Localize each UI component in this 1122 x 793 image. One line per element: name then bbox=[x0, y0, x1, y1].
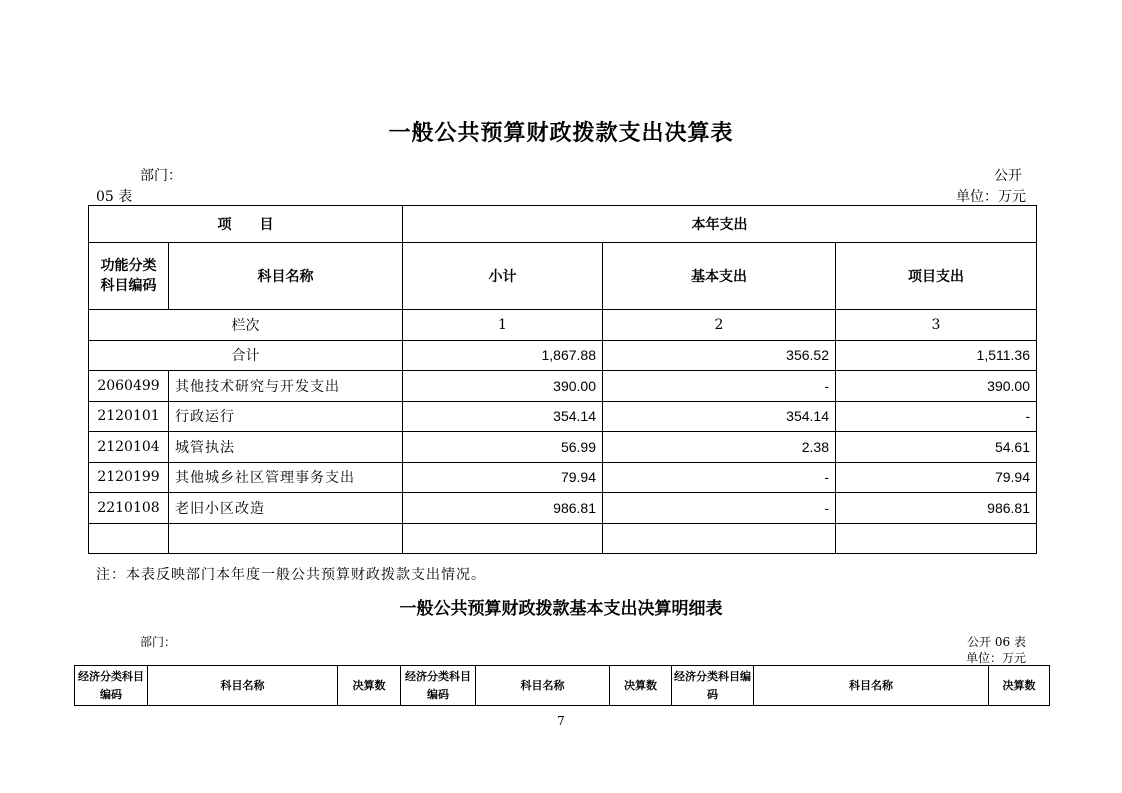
row-basic: 2.38 bbox=[603, 432, 836, 463]
column-2: 2 bbox=[603, 310, 836, 341]
header-subject-name-2: 科目名称 bbox=[476, 666, 610, 706]
row-code: 2120199 bbox=[89, 462, 169, 493]
row-project: - bbox=[836, 401, 1037, 432]
row-name: 行政运行 bbox=[169, 401, 403, 432]
section2-dept-label: 部门： bbox=[140, 635, 177, 649]
header-subtotal: 小计 bbox=[403, 243, 603, 310]
row-subtotal: 986.81 bbox=[403, 493, 603, 524]
public-label: 公开 bbox=[994, 168, 1022, 184]
row-code: 2210108 bbox=[89, 493, 169, 524]
table-row bbox=[89, 401, 1037, 432]
expenditure-table bbox=[88, 205, 1037, 554]
column-1: 1 bbox=[403, 310, 603, 341]
header-basic: 基本支出 bbox=[603, 243, 836, 310]
total-label: 合计 bbox=[89, 340, 403, 371]
row-code: 2120101 bbox=[89, 401, 169, 432]
total-project: 1,511.36 bbox=[836, 340, 1037, 371]
row-project: 54.61 bbox=[836, 432, 1037, 463]
header-amount-2: 决算数 bbox=[610, 666, 672, 706]
row-code: 2060499 bbox=[89, 371, 169, 402]
section2-unit-label: 单位：万元 bbox=[965, 651, 1026, 665]
row-subtotal: 79.94 bbox=[403, 462, 603, 493]
row-code: 2120104 bbox=[89, 432, 169, 463]
header-func-code: 功能分类科目编码 bbox=[89, 243, 169, 310]
section2-table-number: 公开 06 表 bbox=[967, 635, 1026, 649]
header-annual: 本年支出 bbox=[403, 206, 1037, 243]
header-econ-code-2: 经济分类科目编码 bbox=[401, 666, 476, 706]
table-number: 05 表 bbox=[96, 189, 133, 205]
row-basic: - bbox=[603, 462, 836, 493]
header-project: 项 目 bbox=[89, 206, 403, 243]
table-note: 注：本表反映部门本年度一般公共预算财政拨款支出情况。 bbox=[96, 567, 486, 583]
row-subtotal: 354.14 bbox=[403, 401, 603, 432]
row-project: 79.94 bbox=[836, 462, 1037, 493]
row-name: 其他技术研究与开发支出 bbox=[169, 371, 403, 402]
total-basic: 356.52 bbox=[603, 340, 836, 371]
header-amount-3: 决算数 bbox=[989, 666, 1050, 706]
row-subtotal: 390.00 bbox=[403, 371, 603, 402]
row-name: 其他城乡社区管理事务支出 bbox=[169, 462, 403, 493]
row-project: 986.81 bbox=[836, 493, 1037, 524]
page-number: 7 bbox=[557, 714, 565, 728]
empty-cell bbox=[169, 523, 403, 554]
unit-label: 单位：万元 bbox=[956, 189, 1026, 205]
header-subject-name: 科目名称 bbox=[169, 243, 403, 310]
table-row bbox=[89, 493, 1037, 524]
column-row-label: 栏次 bbox=[89, 310, 403, 341]
row-basic: 354.14 bbox=[603, 401, 836, 432]
header-subject-name-3: 科目名称 bbox=[754, 666, 989, 706]
section2-title: 一般公共预算财政拨款基本支出决算明细表 bbox=[399, 599, 723, 619]
header-subject-name-1: 科目名称 bbox=[148, 666, 338, 706]
header-project-exp: 项目支出 bbox=[836, 243, 1037, 310]
page-title: 一般公共预算财政拨款支出决算表 bbox=[388, 121, 734, 146]
empty-cell bbox=[836, 523, 1037, 554]
header-econ-code-3: 经济分类科目编码 bbox=[672, 666, 754, 706]
table-row bbox=[89, 371, 1037, 402]
empty-cell bbox=[403, 523, 603, 554]
header-amount-1: 决算数 bbox=[338, 666, 401, 706]
dept-label: 部门： bbox=[140, 168, 182, 184]
row-basic: - bbox=[603, 493, 836, 524]
table-row bbox=[89, 432, 1037, 463]
row-project: 390.00 bbox=[836, 371, 1037, 402]
table-row bbox=[89, 462, 1037, 493]
empty-cell bbox=[603, 523, 836, 554]
detail-table-header bbox=[74, 665, 1050, 706]
row-subtotal: 56.99 bbox=[403, 432, 603, 463]
column-3: 3 bbox=[836, 310, 1037, 341]
row-basic: - bbox=[603, 371, 836, 402]
header-econ-code-1: 经济分类科目编码 bbox=[75, 666, 148, 706]
row-name: 城管执法 bbox=[169, 432, 403, 463]
empty-cell bbox=[89, 523, 169, 554]
row-name: 老旧小区改造 bbox=[169, 493, 403, 524]
table-row-empty bbox=[89, 523, 1037, 554]
total-subtotal: 1,867.88 bbox=[403, 340, 603, 371]
